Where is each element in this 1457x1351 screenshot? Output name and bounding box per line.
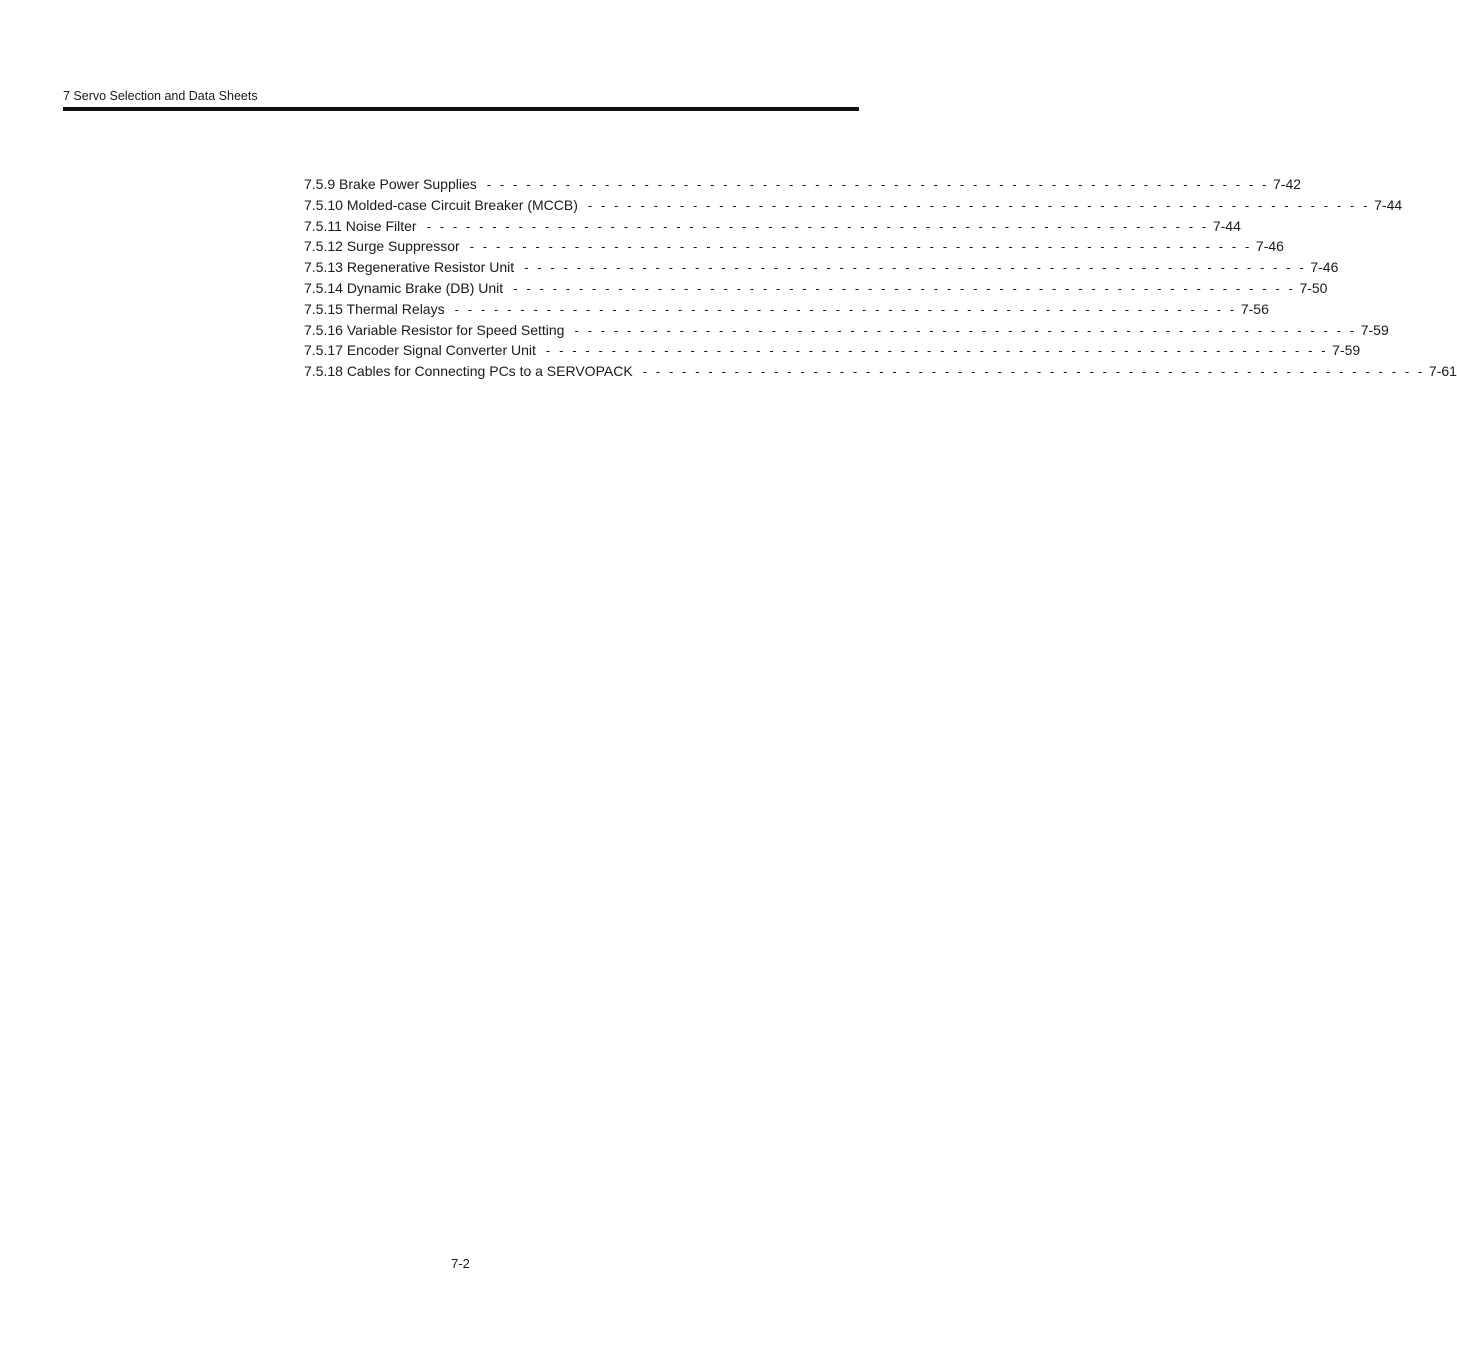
toc-entry-page: 7-59 [1332,342,1361,359]
toc-entry-title: 7.5.12 Surge Suppressor [304,238,460,255]
page-number: 7-2 [451,1256,470,1271]
toc-dot-leader: - - - - - - - - - - - - - - - - - - - - - - - - - - - - - - - - - - - - - - - - - - - - - - - - - - - - - - - - - - - - [426,218,1209,234]
toc-dot-leader: - - - - - - - - - - - - - - - - - - - - - - - - - - - - - - - - - - - - - - - - - - - - - - - - - - - - - - - - - - - - [545,343,1329,359]
toc-entry-title: 7.5.17 Encoder Signal Converter Unit [304,342,536,359]
toc-entry-page: 7-42 [1273,176,1302,192]
toc-entry-title: 7.5.16 Variable Resistor for Speed Setting [304,321,565,338]
toc-entry-page: 7-46 [1310,259,1339,276]
toc-entry-page: 7-50 [1299,279,1328,296]
toc-entry-page: 7-61 [1428,363,1457,380]
toc-entry-title: 7.5.13 Regenerative Resistor Unit [304,259,515,276]
toc-entry-page: 7-59 [1360,321,1389,338]
toc-entry[interactable] [304,340,1361,361]
header-rule [63,107,859,111]
toc-dot-leader: - - - - - - - - - - - - - - - - - - - - - - - - - - - - - - - - - - - - - - - - - - - - - - - - - - - - - - - - - - - - [486,177,1270,192]
toc-dot-leader: - - - - - - - - - - - - - - - - - - - - - - - - - - - - - - - - - - - - - - - - - - - - - - - - - - - - - - - - - - - - [524,260,1307,276]
toc-entry-page: 7-56 [1240,300,1269,317]
toc-dot-leader: - - - - - - - - - - - - - - - - - - - - - - - - - - - - - - - - - - - - - - - - - - - - - - - - - - - - - - - - - - - - [574,322,1357,338]
toc-entry[interactable] [304,299,1269,320]
toc-entry-title: 7.5.9 Brake Power Supplies [304,176,477,192]
toc-entry-page: 7-44 [1374,196,1403,213]
toc-dot-leader: - - - - - - - - - - - - - - - - - - - - - - - - - - - - - - - - - - - - - - - - - - - - - - - - - - - - - - - - - - - - [513,280,1296,296]
toc-entry[interactable] [304,195,1403,216]
toc-entry[interactable] [304,278,1328,299]
toc-entry-page: 7-44 [1212,217,1241,234]
toc-dot-leader: - - - - - - - - - - - - - - - - - - - - - - - - - - - - - - - - - - - - - - - - - - - - - - - - - - - - - - - - - - - - [642,364,1425,380]
toc-entry[interactable] [304,361,1457,382]
toc-dot-leader: - - - - - - - - - - - - - - - - - - - - - - - - - - - - - - - - - - - - - - - - - - - - - - - - - - - - - - - - - - - - [454,301,1237,317]
toc-entry-title: 7.5.18 Cables for Connecting PCs to a SERVOPACK [304,363,633,380]
toc-entry[interactable] [304,216,1241,237]
toc-entry-title: 7.5.10 Molded-case Circuit Breaker (MCCB) [304,196,578,213]
toc-entry[interactable] [304,257,1339,278]
toc-entry-page: 7-46 [1255,238,1284,255]
toc-entry-title: 7.5.15 Thermal Relays [304,300,445,317]
toc-entry[interactable] [304,320,1389,341]
toc-entry-title: 7.5.14 Dynamic Brake (DB) Unit [304,279,504,296]
toc-entry[interactable] [304,174,1302,195]
toc-entry[interactable] [304,236,1284,257]
toc-dot-leader: - - - - - - - - - - - - - - - - - - - - - - - - - - - - - - - - - - - - - - - - - - - - - - - - - - - - - - - - - - - - [469,239,1252,255]
toc-dot-leader: - - - - - - - - - - - - - - - - - - - - - - - - - - - - - - - - - - - - - - - - - - - - - - - - - - - - - - - - - - - - [587,197,1371,213]
running-header: 7 Servo Selection and Data Sheets [63,89,258,103]
table-of-contents [304,174,1457,382]
toc-entry-title: 7.5.11 Noise Filter [304,217,417,234]
